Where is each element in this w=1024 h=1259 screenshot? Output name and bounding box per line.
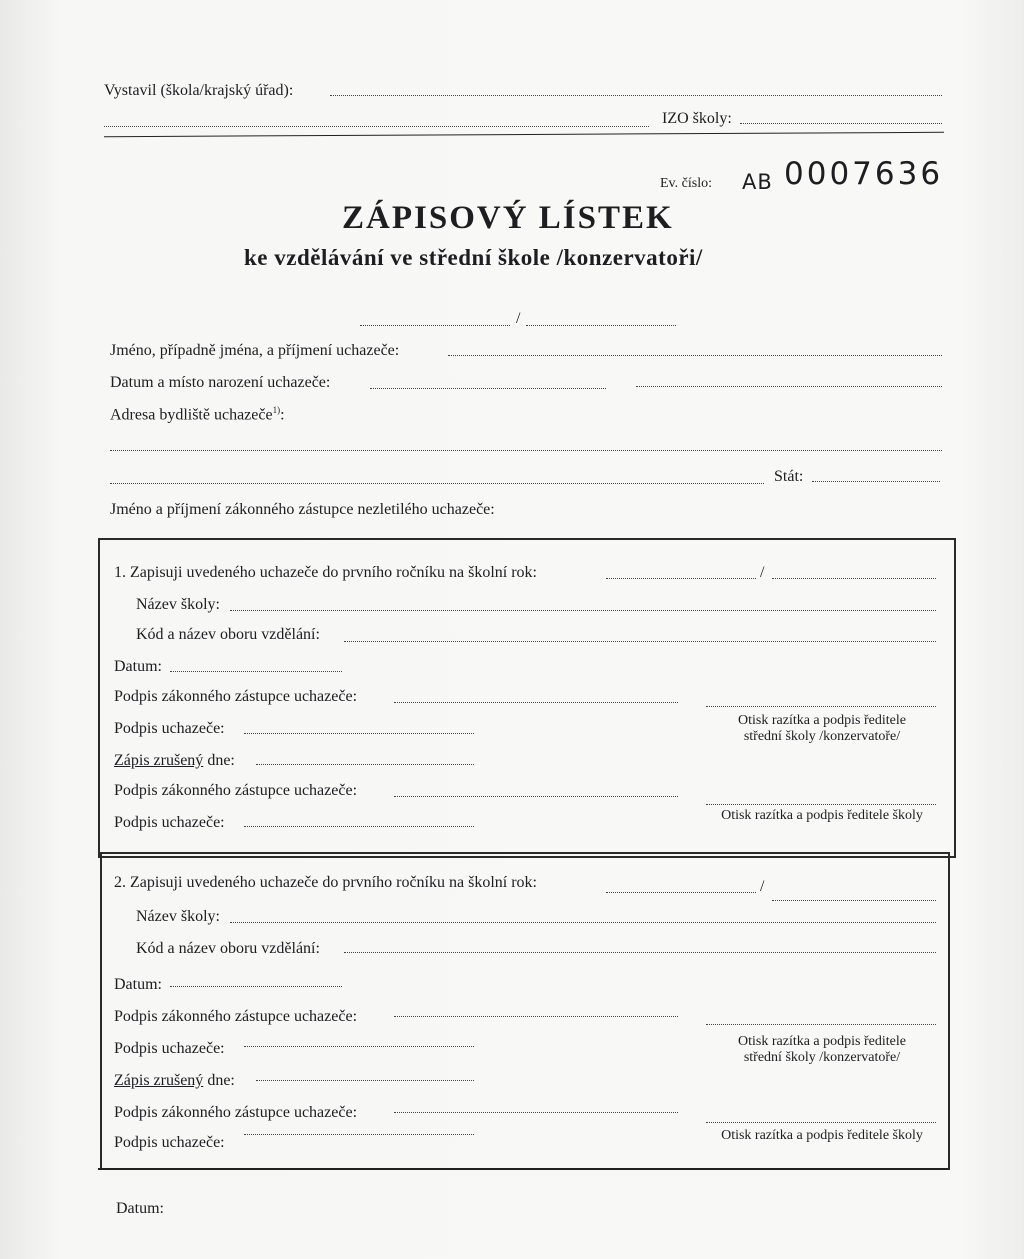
s2-stamp-field-2[interactable] (706, 1122, 936, 1123)
page-subtitle: ke vzdělávání ve střední škole /konzervatoři/ (244, 245, 703, 270)
s1-stamp-field-2[interactable] (706, 804, 936, 805)
s2-year-to[interactable] (772, 900, 936, 901)
s2-school-field[interactable] (230, 922, 936, 923)
s2-field-label: Kód a název oboru vzdělání: (136, 940, 320, 957)
s1-guardian-sign-label-2: Podpis zákonného zástupce uchazeče: (114, 782, 358, 799)
s2-stamp-field-1[interactable] (706, 1024, 936, 1025)
s2-school-label: Název školy: (136, 908, 220, 925)
state-field[interactable] (812, 481, 940, 482)
s2-slash: / (760, 878, 765, 895)
s1-cancel-label (114, 752, 235, 770)
year-slash: / (516, 310, 521, 327)
izo-label: IZO školy: (662, 110, 732, 127)
s1-guardian-sign-field[interactable] (394, 702, 678, 703)
ev-label: Ev. číslo: (660, 176, 712, 191)
ev-number: 0007636 (784, 156, 944, 192)
s2-applicant-sign-field[interactable] (244, 1046, 474, 1047)
section-2-bottom (98, 1168, 948, 1170)
s2-guardian-sign-field[interactable] (394, 1016, 678, 1017)
s2-stamp-caption-2: Otisk razítka a podpis ředitele školy (721, 1128, 923, 1143)
s2-cancel-text: Zápis zrušený (114, 1072, 204, 1089)
year-from-field[interactable] (360, 325, 510, 326)
s1-stamp-field-1[interactable] (706, 706, 936, 707)
s2-cancel-label (114, 1072, 235, 1090)
izo-field[interactable] (740, 123, 942, 124)
birth-label: Datum a místo narození uchazeče: (110, 374, 331, 391)
s1-slash: / (760, 564, 765, 581)
s2-applicant-sign-label-2: Podpis uchazeče: (114, 1134, 225, 1151)
s1-school-field[interactable] (230, 610, 936, 611)
s1-guardian-sign-field-2[interactable] (394, 796, 678, 797)
s1-date-label: Datum: (114, 658, 162, 675)
issuer-field[interactable] (330, 95, 942, 96)
s2-enroll-label: 2. Zapisuji uvedeného uchazeče do prvního ročníku na školní rok: (114, 874, 537, 891)
s1-applicant-sign-label: Podpis uchazeče: (114, 720, 225, 737)
s1-field-field[interactable] (344, 641, 936, 642)
s2-cancel-field[interactable] (256, 1080, 474, 1081)
birth-date-field[interactable] (370, 388, 606, 389)
issuer-field-line2[interactable] (104, 126, 649, 127)
address-field-line2[interactable] (110, 483, 764, 484)
s1-stamp-caption-2: Otisk razítka a podpis ředitele školy (721, 808, 923, 823)
s2-applicant-sign-field-2[interactable] (244, 1134, 474, 1135)
address-colon: : (280, 406, 285, 424)
s2-guardian-sign-label-2: Podpis zákonného zástupce uchazeče: (114, 1104, 358, 1121)
s1-cancel-text: Zápis zrušený (114, 752, 204, 769)
s2-field-field[interactable] (344, 952, 936, 953)
page-title: ZÁPISOVÝ LÍSTEK (342, 200, 674, 236)
s1-date-field[interactable] (170, 671, 342, 672)
state-label: Stát: (774, 468, 804, 485)
guardian-name-label: Jméno a příjmení zákonného zástupce nezletilého uchazeče: (110, 501, 495, 518)
birth-place-field[interactable] (636, 386, 942, 387)
s1-applicant-sign-field[interactable] (244, 733, 474, 734)
issuer-label: Vystavil (škola/krajský úřad): (104, 82, 294, 99)
header-divider (104, 132, 944, 137)
s2-stamp-caption-1: Otisk razítka a podpis ředitele střední školy /konzervatoře/ (738, 1034, 906, 1065)
s1-school-label: Název školy: (136, 596, 220, 613)
s2-guardian-sign-label: Podpis zákonného zástupce uchazeče: (114, 1008, 358, 1025)
address-label-text: Adresa bydliště uchazeče (110, 406, 273, 424)
s1-year-to[interactable] (772, 578, 936, 579)
ev-prefix: AB (742, 170, 773, 194)
s1-cancel-field[interactable] (256, 764, 474, 765)
name-field[interactable] (448, 355, 942, 356)
s2-year-from[interactable] (606, 892, 756, 893)
year-to-field[interactable] (526, 325, 676, 326)
s2-date-label: Datum: (114, 976, 162, 993)
s1-field-label: Kód a název oboru vzdělání: (136, 626, 320, 643)
name-label: Jméno, případně jména, a příjmení uchazeče: (110, 342, 400, 359)
s1-cancel-suffix: dne: (203, 752, 235, 769)
s1-applicant-sign-field-2[interactable] (244, 826, 474, 827)
footer-date-label: Datum: (116, 1200, 164, 1217)
s1-stamp-caption-1: Otisk razítka a podpis ředitele střední školy /konzervatoře/ (738, 713, 906, 744)
s2-applicant-sign-label: Podpis uchazeče: (114, 1040, 225, 1057)
address-label (110, 405, 285, 424)
s1-applicant-sign-label-2: Podpis uchazeče: (114, 814, 225, 831)
s1-guardian-sign-label: Podpis zákonného zástupce uchazeče: (114, 688, 358, 705)
address-footnote: 1) (272, 405, 281, 415)
address-field-line1[interactable] (110, 450, 942, 451)
s2-guardian-sign-field-2[interactable] (394, 1112, 678, 1113)
s1-enroll-label: 1. Zapisuji uvedeného uchazeče do prvního ročníku na školní rok: (114, 564, 537, 581)
s2-date-field[interactable] (170, 986, 342, 987)
s1-year-from[interactable] (606, 578, 756, 579)
s2-cancel-suffix: dne: (203, 1072, 235, 1089)
